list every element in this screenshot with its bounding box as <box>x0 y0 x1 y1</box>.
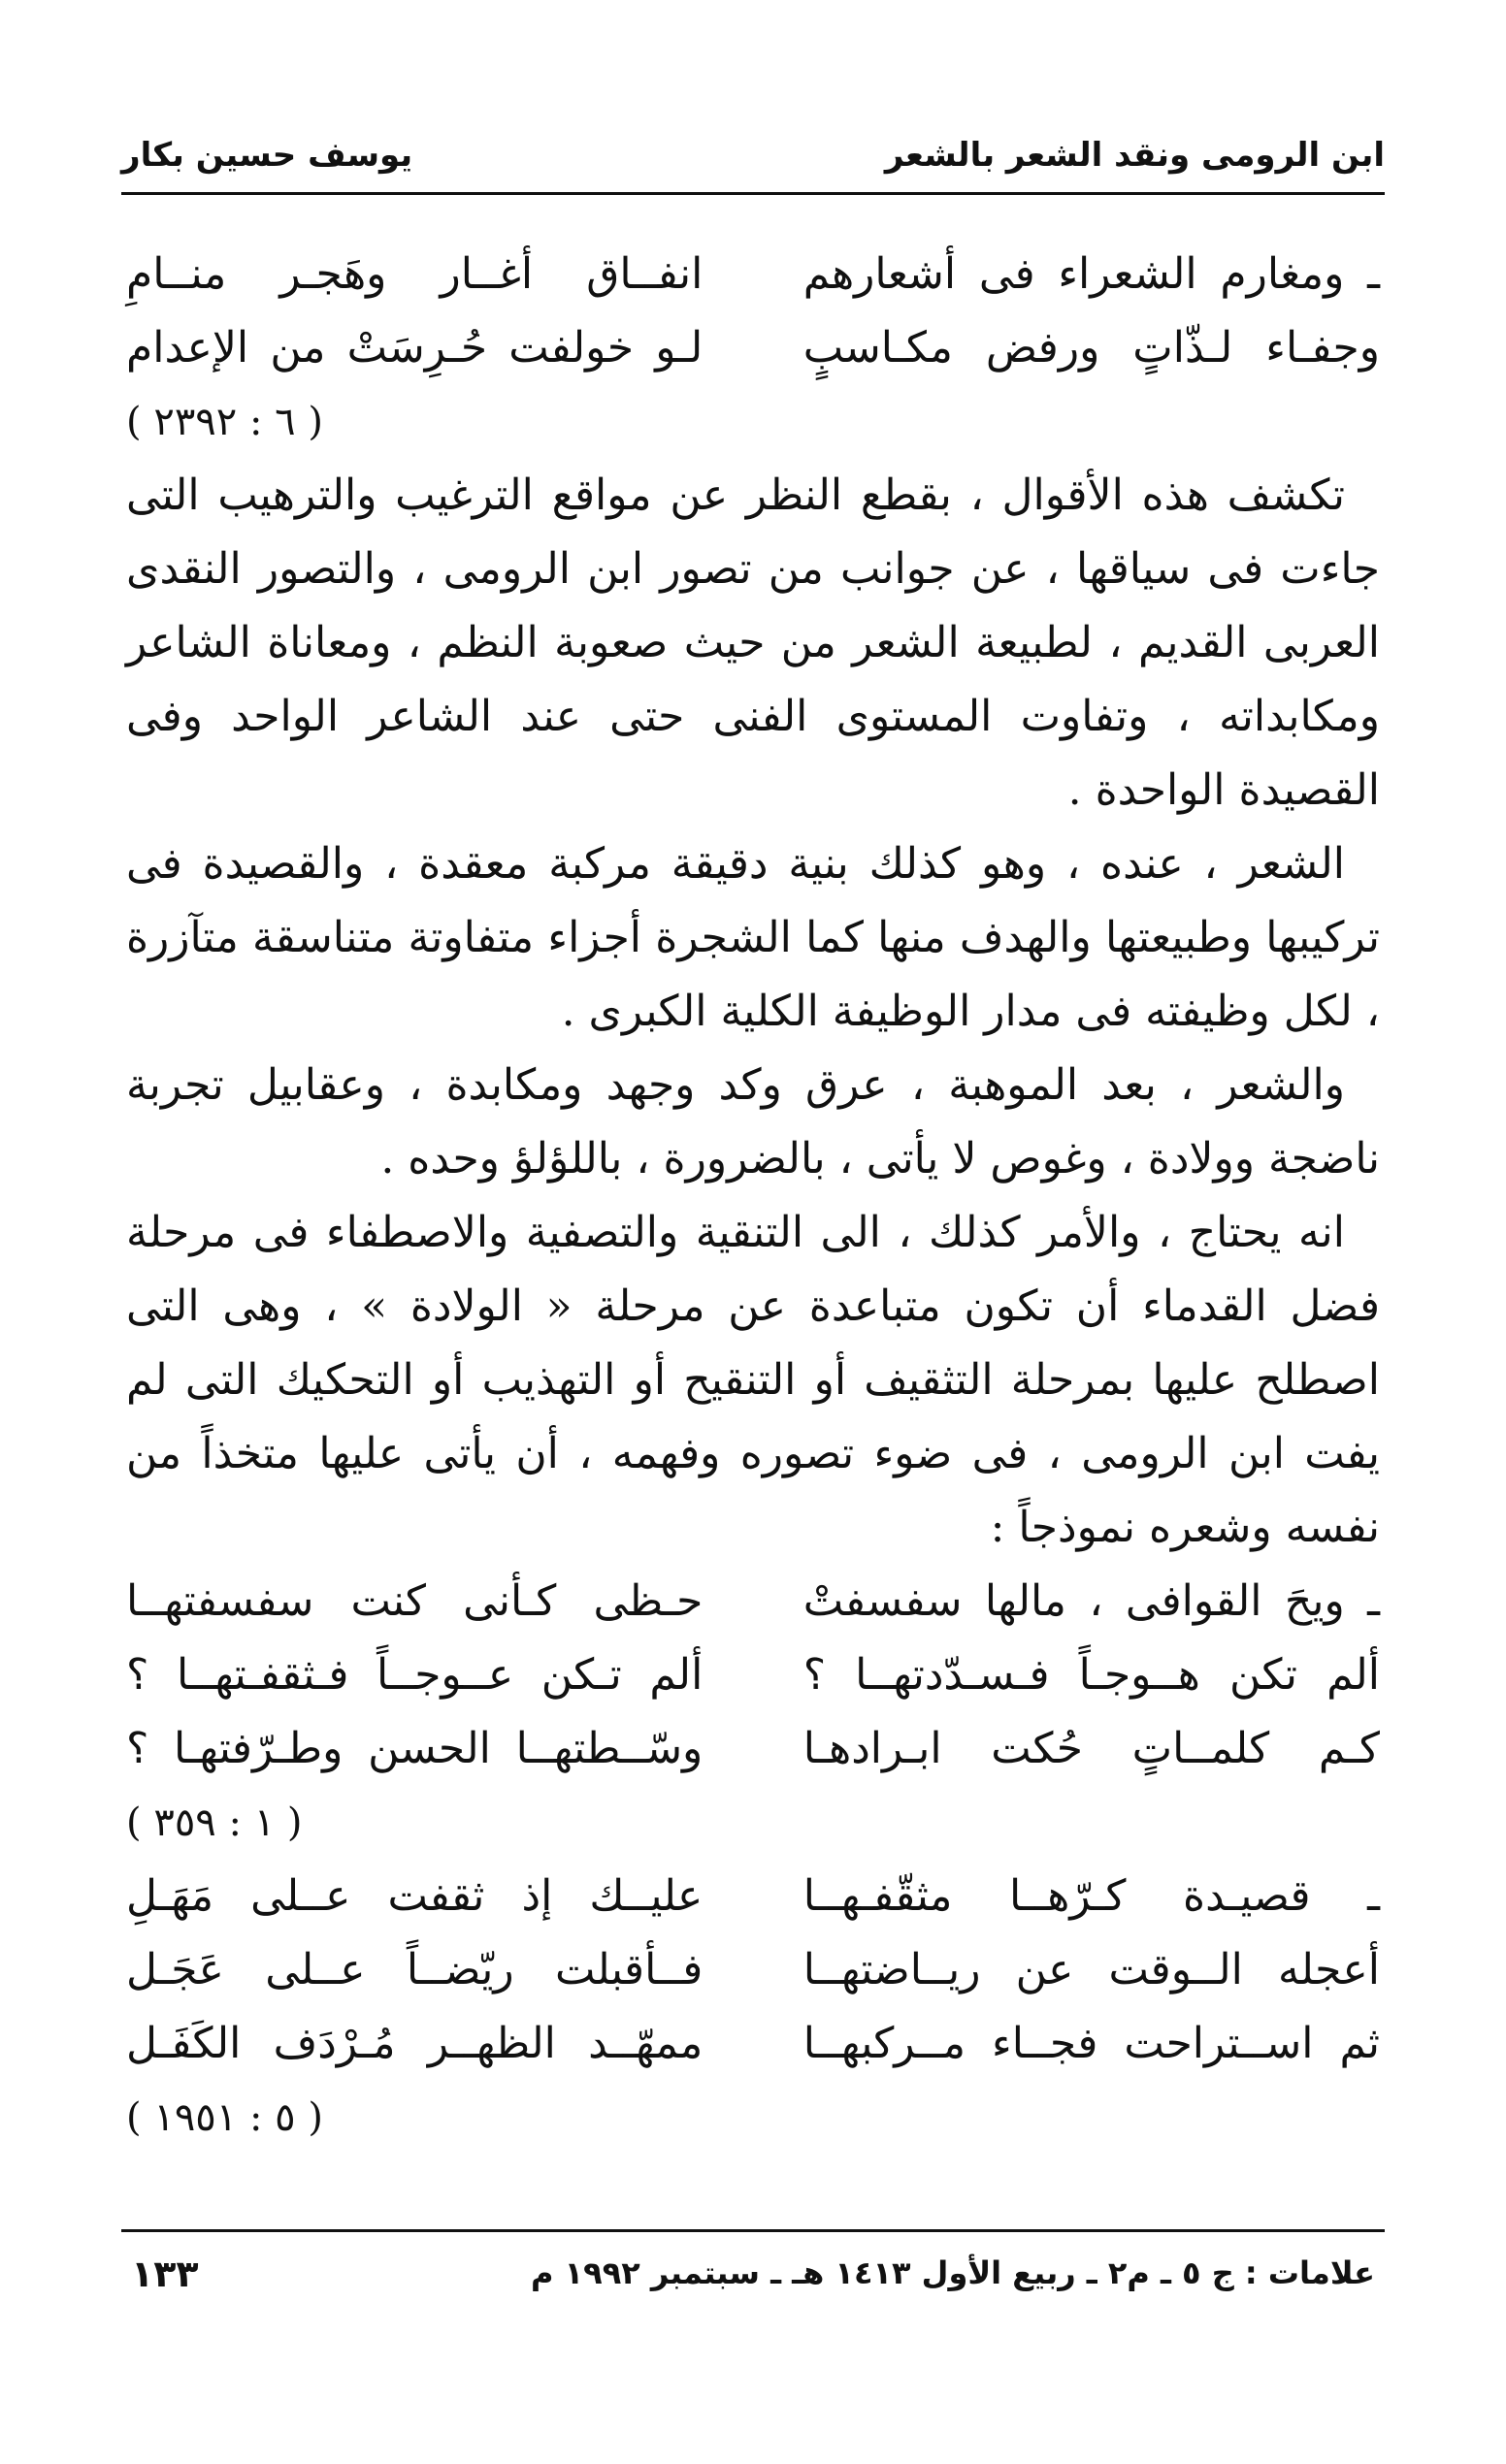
verse-reference: ( ٥ : ١٩٥١ ) <box>126 2095 323 2140</box>
verse-second-hemistich: ألم تـكن عــوجــاً فـثقفـتهــا ؟ <box>126 1650 704 1700</box>
verse-line <box>126 1933 1380 2007</box>
verse-second-hemistich: فــأقبلت ريّضــاً عــلى عَجَـل <box>126 1945 704 1994</box>
verse-first-hemistich: ثم اســتراحت فجــاء مــركبهــا <box>802 2019 1380 2068</box>
paragraph-text: والشعر ، بعد الموهبة ، عرق وكد وجهد ومكابدة ، وعقابيل تجربة ناضجة وولادة ، وغوص لا يأتى ، بالضرورة ، باللؤلؤ وحده . <box>126 1060 1380 1183</box>
page-number: ١٣٣ <box>131 2253 199 2295</box>
journal-citation: علامات : ج ٥ ـ م٢ ـ ربيع الأول ١٤١٣ هـ ـ سبتمبر ١٩٩٢ م <box>531 2254 1375 2291</box>
paragraph <box>126 1049 1380 1196</box>
verse-block-3 <box>126 1860 1380 2155</box>
verse-block-1 <box>126 238 1380 459</box>
verse-first-hemistich: ـ ويحَ القوافى ، مالها سفسفتْ <box>802 1576 1380 1626</box>
verse-second-hemistich: انفــاق أغــار وهَجـر منــامِ <box>126 249 704 299</box>
verse-reference: ( ١ : ٣٥٩ ) <box>126 1800 303 1845</box>
verse-line <box>126 238 1380 311</box>
author-name: يوسف حسين بكار <box>121 136 413 175</box>
verse-first-hemistich: كـم كلمــاتٍ حُكت ابـرادهـا <box>802 1724 1380 1773</box>
verse-line <box>126 1638 1380 1712</box>
paragraph-text: الشعر ، عنده ، وهو كذلك بنية دقيقة مركبة معقدة ، والقصيدة فى تركيبها وطبيعتها والهدف منها كما الشجرة أجزاء متفاوتة متناسقة متآزرة ، لكل وظيفته فى مدار الوظيفة الكلية الكبرى . <box>126 839 1380 1036</box>
paragraph <box>126 459 1380 827</box>
verse-first-hemistich: ألم تكن هــوجـاً فـسـدّدتهــا ؟ <box>802 1650 1380 1700</box>
verse-second-hemistich: لـو خولفت حُـرِسَتْ من الإعدام <box>126 323 704 373</box>
verse-line <box>126 1712 1380 1786</box>
verse-first-hemistich: ـ ومغارم الشعراء فى أشعارهم <box>802 249 1380 299</box>
verse-first-hemistich: وجفـاء لـذّاتٍ ورفض مكـاسبٍ <box>802 323 1380 373</box>
paragraph <box>126 827 1380 1049</box>
verse-second-hemistich: عليــك إذ ثقفت عــلى مَهَـلِ <box>126 1871 704 1921</box>
verse-first-hemistich: ـ قصيـدة كـرّهــا مثقّفـهــا <box>802 1871 1380 1921</box>
verse-line <box>126 311 1380 385</box>
running-header <box>121 126 1385 184</box>
page-body <box>126 238 1380 2155</box>
verse-first-hemistich: أعجله الــوقت عن ريــاضتهــا <box>802 1945 1380 1994</box>
verse-second-hemistich: ممهّــد الظهــر مُـرْدَف الكَفَـل <box>126 2019 704 2068</box>
header-rule <box>121 192 1385 195</box>
verse-line <box>126 2007 1380 2081</box>
running-footer <box>131 2249 1375 2307</box>
verse-block-2 <box>126 1565 1380 1860</box>
verse-line <box>126 1565 1380 1638</box>
paragraph <box>126 1196 1380 1565</box>
footer-rule <box>121 2229 1385 2232</box>
paragraph-text: انه يحتاج ، والأمر كذلك ، الى التنقية والتصفية والاصطفاء فى مرحلة فضل القدماء أن تكون متباعدة عن مرحلة « الولادة » ، وهى التى اصطلح عليها بمرحلة التثقيف أو التنقيح أو التهذيب أو التحكيك التى لم يفت ابن الرومى ، فى ضوء تصوره وفهمه ، أن يأتى عليها متخذاً من نفسه وشعره نموذجاً : <box>126 1208 1380 1552</box>
article-title: ابن الرومى ونقد الشعر بالشعر <box>884 136 1385 175</box>
verse-reference: ( ٦ : ٢٣٩٢ ) <box>126 400 323 444</box>
paragraph-text: تكشف هذه الأقوال ، بقطع النظر عن مواقع الترغيب والترهيب التى جاءت فى سياقها ، عن جوانب من تصور ابن الرومى ، والتصور النقدى العربى القديم ، لطبيعة الشعر من حيث صعوبة النظم ، ومعاناة الشاعر ومكابداته ، وتفاوت المستوى الفنى حتى عند الشاعر الواحد وفى القصيدة الواحدة . <box>126 470 1380 815</box>
verse-second-hemistich: حـظى كـأنى كنت سفسفتهــا <box>126 1576 704 1626</box>
verse-line <box>126 1860 1380 1933</box>
verse-second-hemistich: وسّــطتهــا الحسن وطـرّفتهـا ؟ <box>126 1724 704 1773</box>
